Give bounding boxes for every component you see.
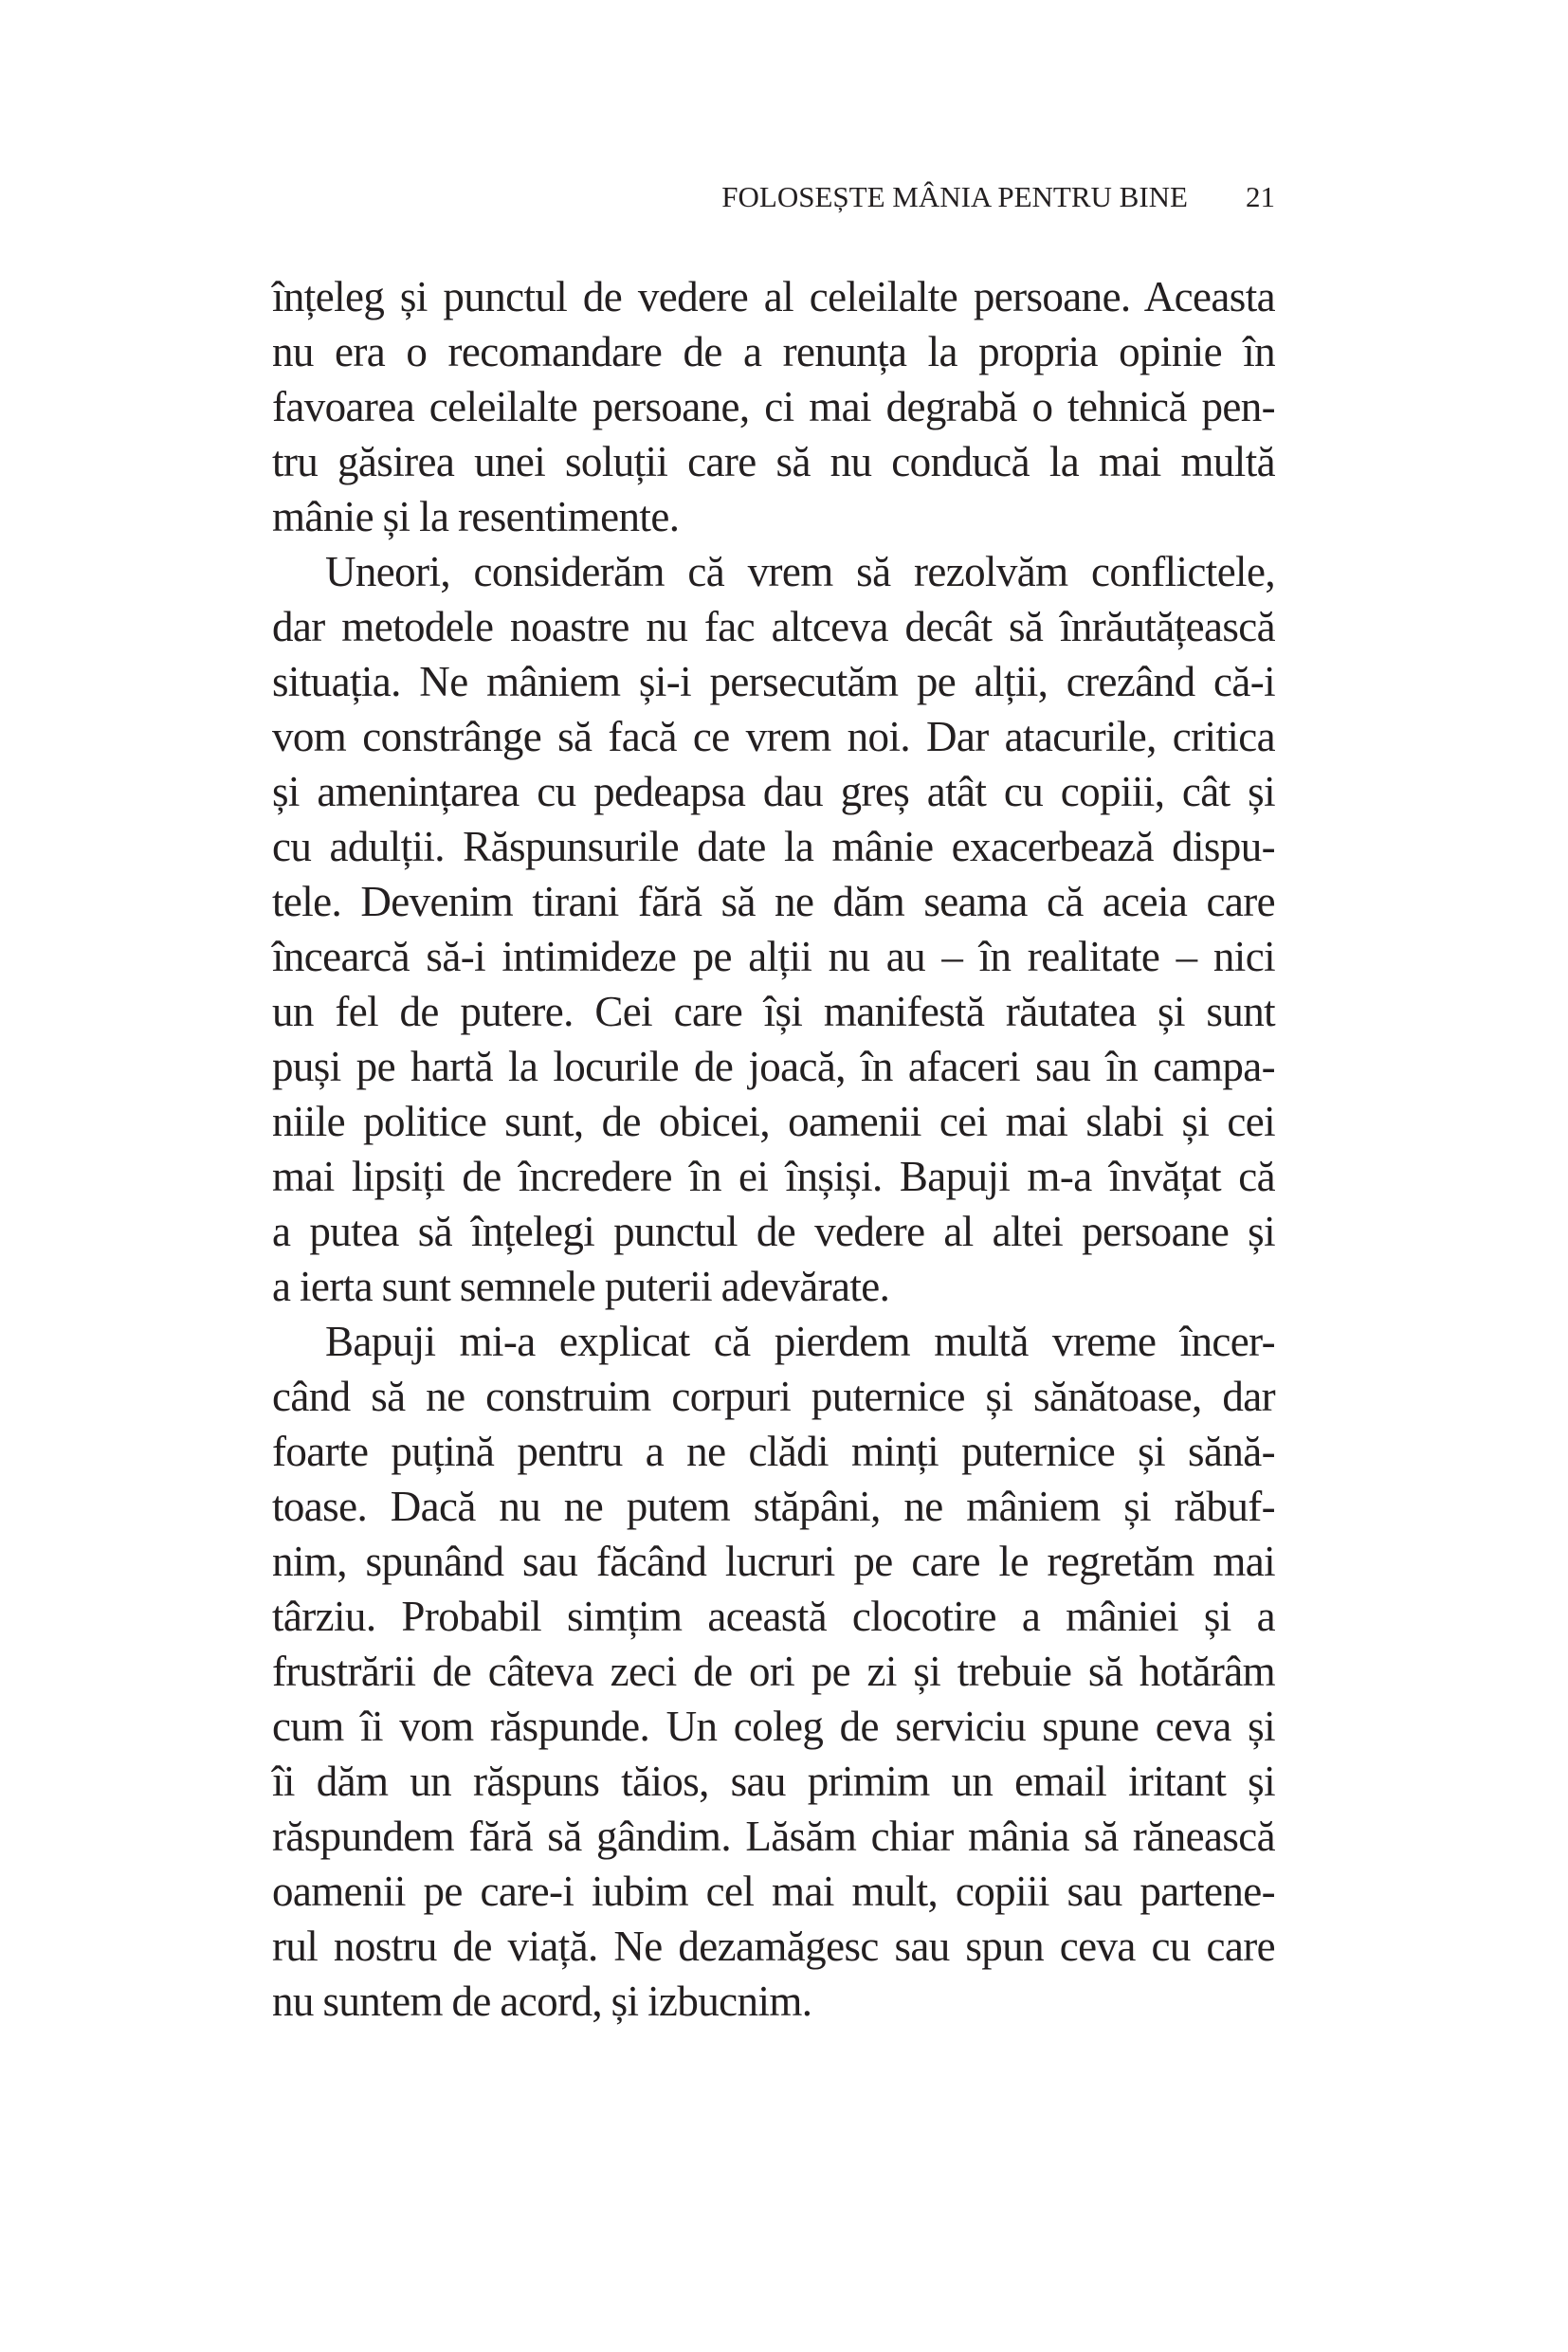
text-line: înțeleg și punctul de vedere al celeilalte persoane. Aceasta <box>272 273 1275 320</box>
running-head <box>569 180 1275 222</box>
text-line: vom constrânge să facă ce vrem noi. Dar atacurile, critica <box>272 713 1275 760</box>
text-line: tele. Devenim tirani fără să ne dăm seama că aceia care <box>272 878 1275 925</box>
text-line: un fel de putere. Cei care își manifestă răutatea și sunt <box>272 988 1275 1035</box>
text-line: răspundem fără să gândim. Lăsăm chiar mânia să rănească <box>272 1813 1275 1860</box>
text-line: oamenii pe care-i iubim cel mai mult, copiii sau partene- <box>272 1868 1275 1915</box>
text-line: situația. Ne mâniem și-i persecutăm pe alții, crezând că-i <box>272 658 1275 705</box>
text-line: cum îi vom răspunde. Un coleg de serviciu spune ceva și <box>272 1703 1275 1750</box>
text-line: Bapuji mi-a explicat că pierdem multă vreme încer- <box>325 1318 1275 1365</box>
text-line: tru găsirea unei soluții care să nu conducă la mai multă <box>272 438 1275 485</box>
text-line: mai lipsiți de încredere în ei înșiși. Bapuji m-a învățat că <box>272 1153 1275 1200</box>
text-line: a putea să înțelegi punctul de vedere al altei persoane și <box>272 1208 1275 1255</box>
text-line: dar metodele noastre nu fac altceva decât să înrăutățească <box>272 603 1275 650</box>
chapter-title: FOLOSEȘTE MÂNIA PENTRU BINE <box>721 180 1188 213</box>
text-line: când să ne construim corpuri puternice și sănătoase, dar <box>272 1373 1275 1420</box>
page-number: 21 <box>1246 180 1275 213</box>
text-line: toase. Dacă nu ne putem stăpâni, ne mâniem și răbuf- <box>272 1483 1275 1530</box>
text-line: favoarea celeilalte persoane, ci mai degrabă o tehnică pen- <box>272 383 1275 430</box>
text-line: foarte puțină pentru a ne clădi minți puternice și sănă- <box>272 1428 1275 1475</box>
text-line: încearcă să-i intimideze pe alții nu au – în realitate – nici <box>272 933 1275 980</box>
text-line: și amenințarea cu pedeapsa dau greș atât cu copiii, cât și <box>272 768 1275 815</box>
text-line: frustrării de câteva zeci de ori pe zi și trebuie să hotărâm <box>272 1648 1275 1695</box>
text-line: a ierta sunt semnele puterii adevărate. <box>272 1263 890 1310</box>
text-line: puși pe hartă la locurile de joacă, în afaceri sau în campa- <box>272 1043 1275 1090</box>
text-line: Uneori, considerăm că vrem să rezolvăm conflictele, <box>325 548 1275 595</box>
text-line: niile politice sunt, de obicei, oamenii cei mai slabi și cei <box>272 1098 1275 1145</box>
text-line: cu adulții. Răspunsurile date la mânie exacerbează dispu- <box>272 823 1275 870</box>
text-line: rul nostru de viață. Ne dezamăgesc sau spun ceva cu care <box>272 1923 1275 1970</box>
text-line: târziu. Probabil simțim această clocotire a mâniei și a <box>272 1593 1275 1640</box>
text-line: nu era o recomandare de a renunța la propria opinie în <box>272 328 1275 375</box>
text-line: nim, spunând sau făcând lucruri pe care le regretăm mai <box>272 1538 1275 1585</box>
text-line: nu suntem de acord, și izbucnim. <box>272 1978 812 2025</box>
text-line: mânie și la resentimente. <box>272 493 680 540</box>
text-line: îi dăm un răspuns tăios, sau primim un email iritant și <box>272 1758 1275 1805</box>
